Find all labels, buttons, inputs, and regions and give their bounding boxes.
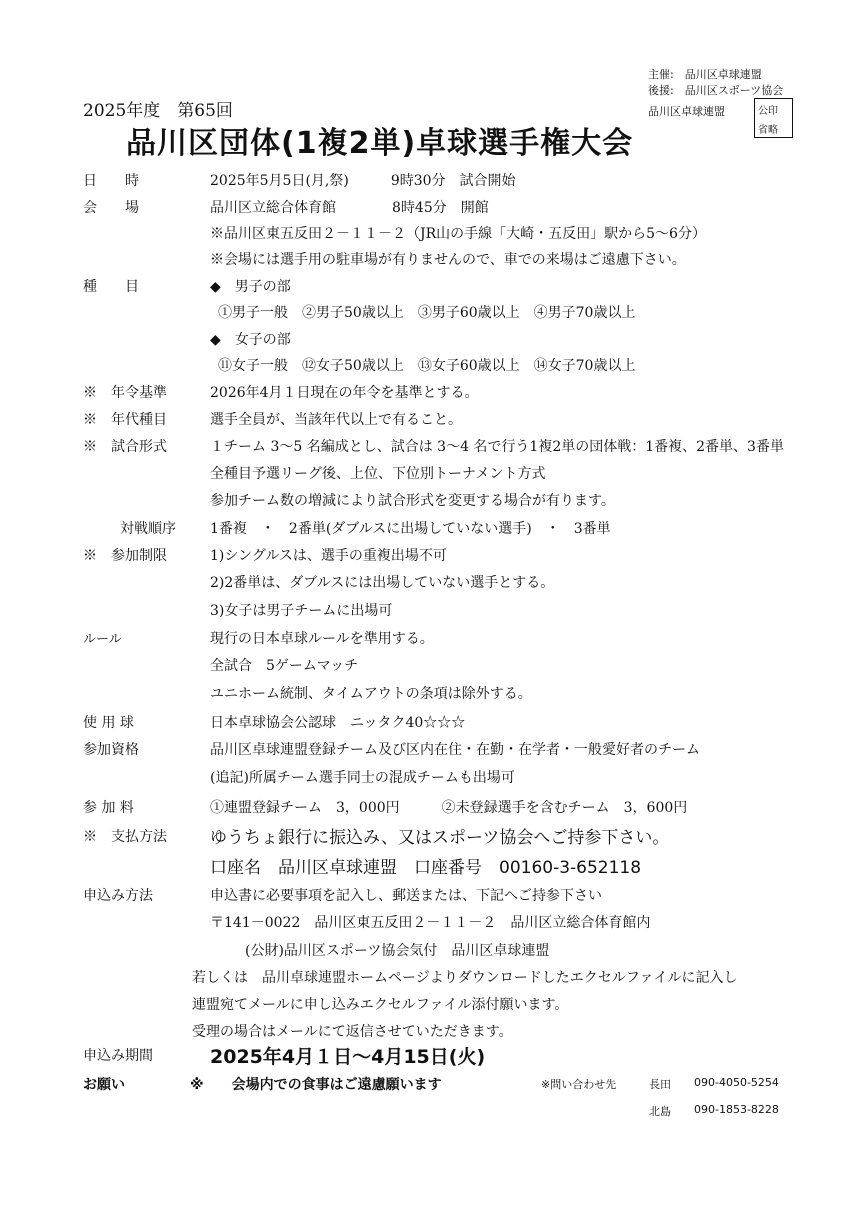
date-label: 日 時	[83, 173, 139, 189]
fee-label: 参 加 料	[83, 800, 134, 816]
men-header: ◆ 男子の部	[210, 279, 291, 295]
fee-row	[0, 797, 868, 823]
date-row	[0, 170, 868, 196]
age-basis-row	[0, 382, 868, 408]
rules-line3-row	[0, 683, 868, 709]
venue-label: 会 場	[83, 200, 139, 216]
men-events-list: ①男子一般 ②男子50歳以上 ③男子60歳以上 ④男子70歳以上	[218, 305, 636, 321]
contact-label: ※問い合わせ先	[541, 1078, 617, 1091]
contact2-row	[0, 1103, 868, 1129]
format-row	[0, 436, 868, 462]
restrictions-line2-row	[0, 572, 868, 598]
order-label: 対戦順序	[120, 521, 176, 537]
restrictions-line1: 1)シングルスは、選手の重複出場不可	[210, 548, 447, 564]
rules-label: ルール	[83, 632, 122, 647]
rules-line3: ユニホーム統制、タイムアウトの条項は除外する。	[210, 686, 532, 702]
payment-label: ※ 支払方法	[83, 829, 167, 845]
events-label: 種 目	[83, 279, 139, 295]
application-line5-row	[0, 994, 868, 1020]
order-value: 1番複 ・ 2番単(ダブルスに出場していない選手) ・ 3番単	[210, 521, 611, 537]
application-care-of-row	[0, 940, 868, 966]
rules-row	[0, 628, 868, 654]
federation-name: 品川区卓球連盟	[648, 105, 725, 118]
format-line3: 参加チーム数の増減により試合形式を変更する場合が有ります。	[210, 493, 615, 509]
application-address-row	[0, 912, 868, 938]
seal-bottom-text: 省略	[758, 125, 778, 136]
eligibility-line2: (追記)所属チーム選手同士の混成チームも出場可	[210, 770, 515, 786]
host-line: 主催: 品川区卓球連盟	[648, 68, 762, 81]
edition-line: 2025年度 第65回	[83, 101, 233, 121]
format-label: ※ 試合形式	[83, 439, 167, 455]
eligibility-row	[0, 739, 868, 765]
application-line1: 申込書に必要事項を記入し、郵送または、下記へご持参下さい	[210, 888, 602, 904]
restrictions-row	[0, 545, 868, 571]
application-row	[0, 885, 868, 911]
ball-row	[0, 712, 868, 738]
venue-address: ※品川区東五反田２－１１－２（JR山の手線「大崎・五反田」駅から5～6分）	[210, 226, 706, 242]
age-category-label: ※ 年代種目	[83, 412, 167, 428]
payment-account: 口座名 品川区卓球連盟 口座番号 00160-3-652118	[210, 858, 642, 878]
page-title: 品川区団体(1複2単)卓球選手権大会	[126, 126, 634, 161]
ball-value: 日本卓球協会公認球 ニッタク40☆☆☆	[210, 715, 466, 731]
rules-line1: 現行の日本卓球ルールを準用する。	[210, 631, 434, 647]
age-basis-label: ※ 年令基準	[83, 385, 167, 401]
format-line3-row	[0, 490, 868, 516]
contact2-phone: 090-1853-8228	[694, 1103, 779, 1116]
contact2-name: 北島	[649, 1105, 671, 1118]
women-events-row	[0, 355, 868, 381]
period-label: 申込み期間	[83, 1048, 153, 1064]
official-seal-box	[754, 98, 793, 138]
application-line4-row	[0, 967, 868, 993]
venue-value: 品川区立総合体育館 8時45分 開館	[210, 200, 489, 216]
application-address: 〒141－0022 品川区東五反田２－１１－２ 品川区立総合体育館内	[210, 915, 651, 931]
support-line: 後援: 品川区スポーツ協会	[648, 84, 784, 97]
application-line6: 受理の場合はメールにて返信させていただきます。	[192, 1024, 513, 1040]
format-line2: 全種目予選リーグ後、上位、下位別トーナメント方式	[210, 466, 546, 482]
ball-label: 使 用 球	[83, 715, 134, 731]
order-row	[0, 518, 868, 544]
format-line2-row	[0, 463, 868, 489]
format-line1: １チーム 3～5 名編成とし、試合は 3～4 名で行う1複2単の団体戦：1番複、2番単、3番単	[210, 439, 784, 455]
application-line5: 連盟宛てメールに申し込みエクセルファイル添付願います。	[192, 997, 569, 1013]
contact1-phone: 090-4050-5254	[694, 1076, 779, 1089]
request-row	[0, 1074, 868, 1100]
venue-parking: ※会場には選手用の駐車場が有りませんので、車での来場はご遠慮下さい。	[210, 252, 686, 268]
request-value: ※ 会場内での食事はご遠慮願います	[190, 1077, 442, 1093]
restrictions-line3: 3)女子は男子チームに出場可	[210, 603, 393, 619]
age-category-row	[0, 409, 868, 435]
women-header-row	[0, 329, 868, 355]
events-row	[0, 276, 868, 302]
age-category-value: 選手全員が、当該年代以上で有ること。	[210, 412, 462, 428]
eligibility-label: 参加資格	[83, 742, 139, 758]
restrictions-line2: 2)2番単は、ダブルスには出場していない選手とする。	[210, 575, 555, 591]
women-header: ◆ 女子の部	[210, 332, 291, 348]
application-label: 申込み方法	[83, 888, 153, 904]
women-events-list: ⑪女子一般 ⑫女子50歳以上 ⑬女子60歳以上 ⑭女子70歳以上	[218, 358, 636, 374]
request-label: お願い	[83, 1077, 125, 1093]
period-value: 2025年4月１日～4月15日(火)	[210, 1046, 486, 1068]
restrictions-line3-row	[0, 600, 868, 626]
period-row	[0, 1042, 868, 1072]
rules-line2: 全試合 5ゲームマッチ	[210, 658, 359, 674]
venue-address-row	[0, 223, 868, 249]
restrictions-label: ※ 参加制限	[83, 548, 167, 564]
application-line4: 若しくは 品川卓球連盟ホームページよりダウンロードしたエクセルファイルに記入し	[192, 970, 738, 986]
payment-account-row	[0, 853, 868, 879]
age-basis-value: 2026年4月１日現在の年令を基準とする。	[210, 385, 479, 401]
men-events-row	[0, 302, 868, 328]
venue-parking-row	[0, 249, 868, 275]
date-value: 2025年5月5日(月,祭) 9時30分 試合開始	[210, 173, 516, 189]
seal-top-text: 公印	[758, 106, 778, 117]
fee-value: ①連盟登録チーム 3，000円 ②未登録選手を含むチーム 3，600円	[210, 800, 688, 816]
rules-line2-row	[0, 655, 868, 681]
payment-row	[0, 823, 868, 849]
eligibility-line2-row	[0, 767, 868, 793]
eligibility-line1: 品川区卓球連盟登録チーム及び区内在住・在勤・在学者・一般愛好者のチーム	[210, 742, 700, 758]
application-care-of: (公財)品川区スポーツ協会気付 品川区卓球連盟	[245, 943, 550, 959]
venue-row	[0, 197, 868, 223]
payment-line1: ゆうちょ銀行に振込み、又はスポーツ協会へご持参下さい。	[210, 828, 670, 848]
contact1-name: 長田	[649, 1078, 671, 1091]
